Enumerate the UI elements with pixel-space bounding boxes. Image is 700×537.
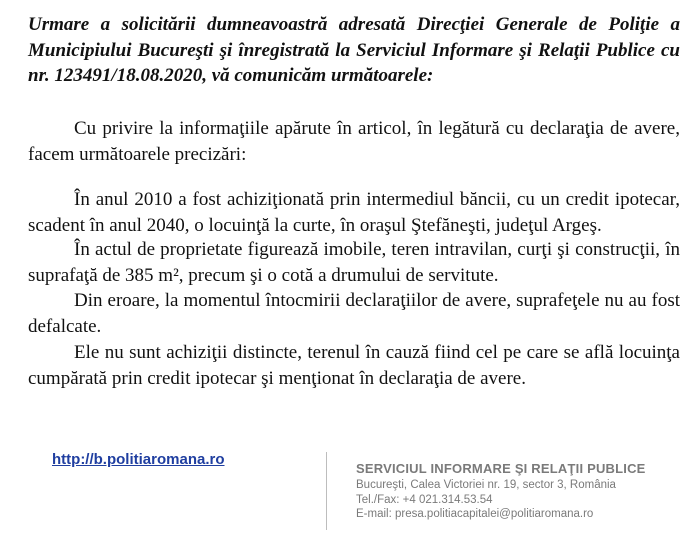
footer-contact (356, 460, 646, 522)
letter-intro: Urmare a solicitării dumneavoastră adresată Direcţiei Generale de Poliţie a Municipiului Bucureşti şi înregistrată la Serviciul Informare şi Relaţii Publice cu nr. 123491/18.08.2020, vă comunicăm următoarele: (28, 14, 680, 86)
paragraph-declaration-error: Din eroare, la momentul întocmirii declaraţiilor de avere, suprafeţele nu au fost defalcate. (28, 290, 680, 337)
footer-divider (326, 452, 327, 530)
department-name: SERVICIUL INFORMARE ŞI RELAŢII PUBLICE (356, 461, 646, 476)
paragraph-house-purchase: În anul 2010 a fost achiziţionată prin intermediul băncii, cu un credit ipotecar, scadent în anul 2040, o locuinţă la curte, în oraşul Ştefăneşti, judeţul Argeş. (28, 189, 680, 236)
department-email: E-mail: presa.politiacapitalei@politiaromana.ro (356, 508, 594, 520)
paragraph-article-info: Cu privire la informaţiile apărute în articol, în legătură cu declaraţia de avere, facem următoarele precizări: (28, 118, 680, 165)
paragraph-property-deed: În actul de proprietate figurează imobile, teren intravilan, curţi şi construcţii, în suprafaţă de 385 m², precum şi o cotă a drumului de servitute. (28, 239, 680, 286)
department-phone: Tel./Fax: +4 021.314.53.54 (356, 493, 493, 506)
website-link[interactable]: http://b.politiaromana.ro (52, 451, 225, 468)
paragraph-conclusion: Ele nu sunt achiziţii distincte, terenul în cauză fiind cel pe care se află locuinţa cumpărată prin credit ipotecar şi menţionat în declaraţia de avere. (28, 342, 680, 389)
department-address: Bucureşti, Calea Victoriei nr. 19, sector 3, România (356, 479, 616, 491)
